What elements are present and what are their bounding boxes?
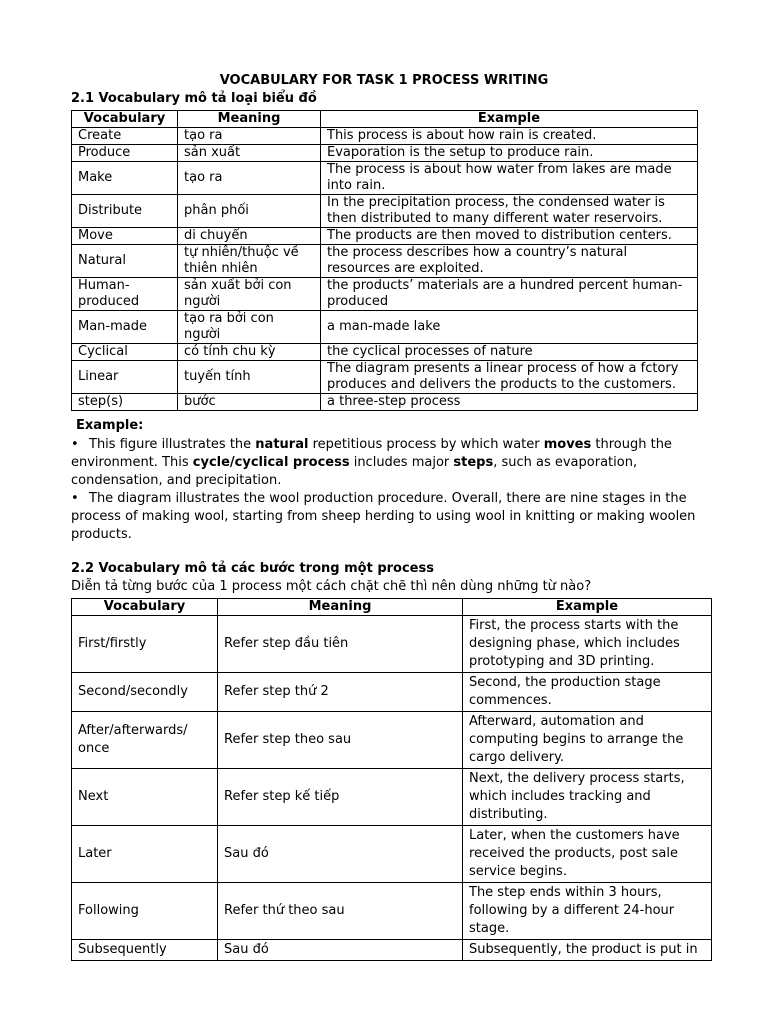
table-row: [72, 940, 712, 961]
vocabulary-cell: Make: [72, 162, 178, 195]
example-cell: the process describes how a country’s natural resources are exploited.: [321, 245, 698, 278]
meaning-cell: Refer thứ theo sau: [218, 883, 463, 940]
example-cell: The products are then moved to distribution centers.: [321, 228, 698, 245]
meaning-cell: Refer step theo sau: [218, 712, 463, 769]
meaning-cell: di chuyển: [178, 228, 321, 245]
meaning-cell: bước: [178, 394, 321, 411]
meaning-cell: Refer step đầu tiên: [218, 616, 463, 673]
vocabulary-cell: First/firstly: [72, 616, 218, 673]
vocabulary-table-1: [71, 110, 698, 411]
section-1-heading: 2.1 Vocabulary mô tả loại biểu đồ: [71, 91, 317, 106]
example-cell: the products’ materials are a hundred percent human-produced: [321, 278, 698, 311]
vocabulary-cell: Next: [72, 769, 218, 826]
example-cell: The diagram presents a linear process of how a fctory produces and delivers the products to the customers.: [321, 361, 698, 394]
example-cell: Afterward, automation and computing begins to arrange the cargo delivery.: [463, 712, 712, 769]
bullet-dot-icon: •: [71, 491, 79, 506]
table-row: [72, 195, 698, 228]
meaning-cell: phân phối: [178, 195, 321, 228]
example-cell: This process is about how rain is created.: [321, 128, 698, 145]
vocabulary-cell: Distribute: [72, 195, 178, 228]
header-vocabulary: Vocabulary: [72, 599, 218, 616]
meaning-cell: tạo ra: [178, 162, 321, 195]
table-row: [72, 228, 698, 245]
table-row: [72, 673, 712, 712]
table-header-row: [72, 599, 712, 616]
vocabulary-cell: Subsequently: [72, 940, 218, 961]
vocabulary-cell: Man-made: [72, 311, 178, 344]
table-row: [72, 394, 698, 411]
document-title: VOCABULARY FOR TASK 1 PROCESS WRITING: [219, 73, 549, 88]
table-row: [72, 616, 712, 673]
example-cell: Evaporation is the setup to produce rain.: [321, 145, 698, 162]
table-row: [72, 361, 698, 394]
example-cell: Later, when the customers have received the products, post sale service begins.: [463, 826, 712, 883]
meaning-cell: Refer step kế tiếp: [218, 769, 463, 826]
example-cell: a three-step process: [321, 394, 698, 411]
table-header-row: [72, 111, 698, 128]
example-bullet-2: [71, 490, 711, 544]
vocabulary-cell: Later: [72, 826, 218, 883]
table-row: [72, 883, 712, 940]
table-row: [72, 278, 698, 311]
vocabulary-cell: Linear: [72, 361, 178, 394]
vocabulary-cell: Cyclical: [72, 344, 178, 361]
example-bullet-1: [71, 436, 711, 490]
vocabulary-cell: Second/secondly: [72, 673, 218, 712]
vocabulary-cell: Move: [72, 228, 178, 245]
example-cell: a man-made lake: [321, 311, 698, 344]
vocabulary-cell: After/afterwards/ once: [72, 712, 218, 769]
meaning-cell: Refer step thứ 2: [218, 673, 463, 712]
example-cell: The process is about how water from lakes are made into rain.: [321, 162, 698, 195]
meaning-cell: tạo ra: [178, 128, 321, 145]
example-cell: Second, the production stage commences.: [463, 673, 712, 712]
meaning-cell: sản xuất bởi con người: [178, 278, 321, 311]
bullet-text: The diagram illustrates the wool production procedure. Overall, there are nine stages in the process of making wool, starting from sheep herding to using wool in knitting or making woolen products.: [71, 491, 696, 542]
header-example: Example: [321, 111, 698, 128]
table-row: [72, 712, 712, 769]
vocabulary-cell: Create: [72, 128, 178, 145]
table-row: [72, 245, 698, 278]
header-example: Example: [463, 599, 712, 616]
bullet-dot-icon: •: [71, 437, 79, 452]
meaning-cell: có tính chu kỳ: [178, 344, 321, 361]
table-row: [72, 145, 698, 162]
table-row: [72, 162, 698, 195]
meaning-cell: tự nhiên/thuộc về thiên nhiên: [178, 245, 321, 278]
vocabulary-cell: Human-produced: [72, 278, 178, 311]
vocabulary-cell: Following: [72, 883, 218, 940]
vocabulary-cell: Natural: [72, 245, 178, 278]
vocabulary-cell: Produce: [72, 145, 178, 162]
bullet-text: This figure illustrates the natural repetitious process by which water moves through the environment. This cycle/cyclical process includes major steps, such as evaporation, condensation, and precipitation.: [71, 437, 672, 488]
table-row: [72, 311, 698, 344]
vocabulary-table-2: [71, 598, 712, 961]
example-cell: the cyclical processes of nature: [321, 344, 698, 361]
table-row: [72, 769, 712, 826]
example-cell: First, the process starts with the designing phase, which includes prototyping and 3D printing.: [463, 616, 712, 673]
example-cell: The step ends within 3 hours, following by a different 24-hour stage.: [463, 883, 712, 940]
header-vocabulary: Vocabulary: [72, 111, 178, 128]
meaning-cell: tạo ra bởi con người: [178, 311, 321, 344]
meaning-cell: tuyến tính: [178, 361, 321, 394]
meaning-cell: Sau đó: [218, 826, 463, 883]
header-meaning: Meaning: [178, 111, 321, 128]
example-cell: Subsequently, the product is put in: [463, 940, 712, 961]
example-cell: Next, the delivery process starts, which includes tracking and distributing.: [463, 769, 712, 826]
vocabulary-cell: step(s): [72, 394, 178, 411]
section-2-heading: 2.2 Vocabulary mô tả các bước trong một process: [71, 561, 434, 576]
header-meaning: Meaning: [218, 599, 463, 616]
meaning-cell: sản xuất: [178, 145, 321, 162]
section-2-subtitle: Diễn tả từng bước của 1 process một cách chặt chẽ thì nên dùng những từ nào?: [71, 579, 592, 594]
meaning-cell: Sau đó: [218, 940, 463, 961]
example-label: Example:: [76, 418, 144, 433]
table-row: [72, 128, 698, 145]
table-row: [72, 344, 698, 361]
table-row: [72, 826, 712, 883]
example-cell: In the precipitation process, the condensed water is then distributed to many different water reservoirs.: [321, 195, 698, 228]
